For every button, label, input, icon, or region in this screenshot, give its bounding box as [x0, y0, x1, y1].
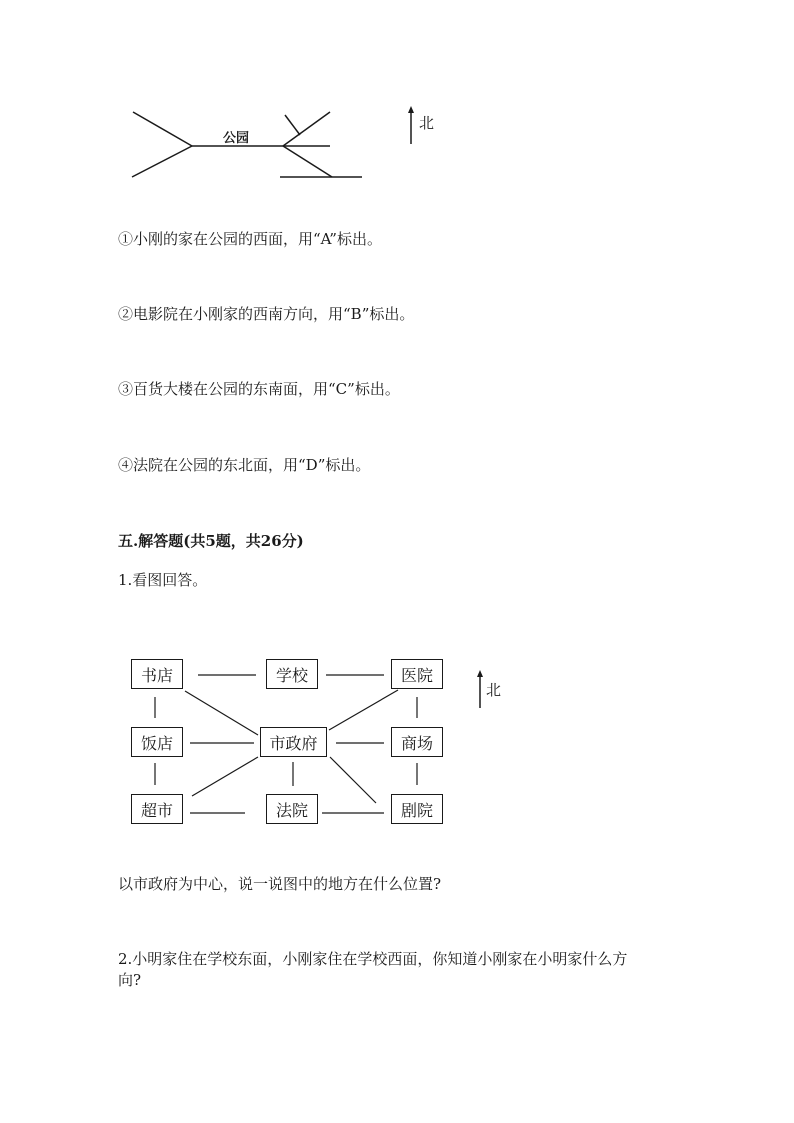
q2-line1: 2.小明家住在学校东面，小刚家住在学校西面，你知道小刚家在小明家什么方	[118, 950, 628, 968]
place-mall: 商场	[391, 727, 443, 757]
place-hospital: 医院	[391, 659, 443, 689]
question-a: ①小刚的家在公园的西面，用“A”标出。	[118, 230, 382, 248]
place-theater: 剧院	[391, 794, 443, 824]
diagram-north-label: 北	[486, 681, 502, 699]
place-restaurant: 饭店	[131, 727, 183, 757]
q2-line2: 向?	[118, 971, 142, 989]
place-bookstore: 书店	[131, 659, 183, 689]
question-b: ②电影院在小刚家的西南方向，用“B”标出。	[118, 305, 415, 323]
place-city-hall: 市政府	[260, 727, 327, 757]
place-supermarket: 超市	[131, 794, 183, 824]
place-court: 法院	[266, 794, 318, 824]
north-label: 北	[419, 114, 435, 132]
question-c: ③百货大楼在公园的东南面，用“C”标出。	[118, 380, 400, 398]
q1-prompt: 以市政府为中心，说一说图中的地方在什么位置?	[118, 875, 442, 893]
question-d: ④法院在公园的东北面，用“D”标出。	[118, 456, 371, 474]
place-school: 学校	[266, 659, 318, 689]
section-heading: 五.解答题(共5题，共26分)	[118, 532, 304, 550]
q1-title: 1.看图回答。	[118, 571, 208, 589]
park-label: 公园	[223, 131, 250, 146]
diagram-north-arrow-icon	[474, 670, 486, 710]
